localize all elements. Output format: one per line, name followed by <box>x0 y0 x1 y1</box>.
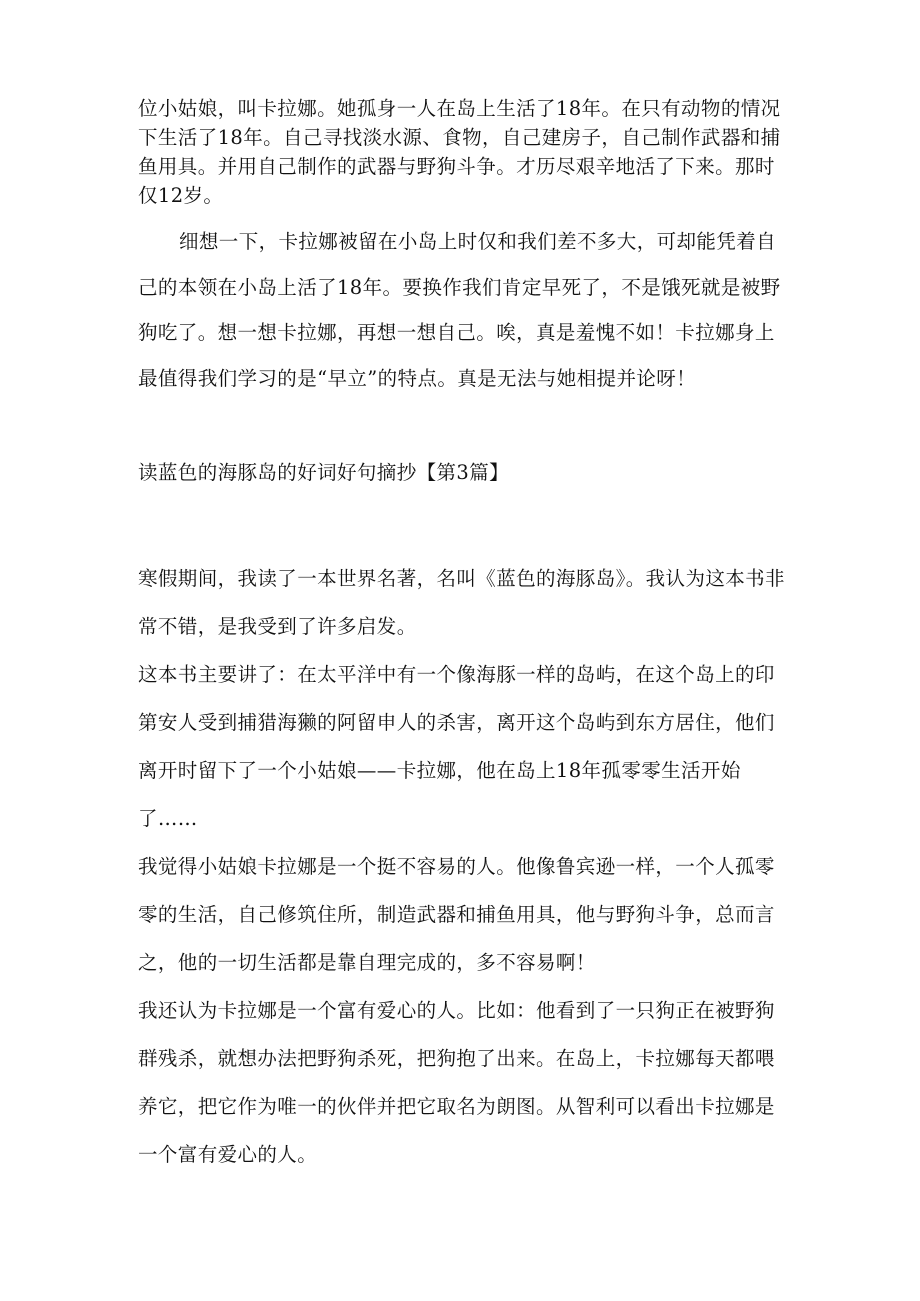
paragraph-intro: 寒假期间，我读了一本世界名著，名叫《蓝色的海豚岛》。我认为这本书非常不错，是我受到了许多启发。 <box>138 567 785 638</box>
paragraph-continuation: 位小姑娘，叫卡拉娜。她孤身一人在岛上生活了18年。在只有动物的情况下生活了18年。自己寻找淡水源、食物，自己建房子，自己制作武器和捕鱼用具。并用自己制作的武器与野狗斗争。才历尽艰辛地活了下来。那时仅12岁。 <box>138 97 781 207</box>
paragraph-reflection: 细想一下，卡拉娜被留在小岛上时仅和我们差不多大，可却能凭着自己的本领在小岛上活了18年。要换作我们肯定早死了，不是饿死就是被野狗吃了。想一想卡拉娜，再想一想自己。唉，真是羞愧不如！卡拉娜身上最值得我们学习的是“早立”的特点。真是无法与她相提并论呀！ <box>138 230 781 390</box>
section-body <box>138 555 786 1179</box>
paragraph-kindness: 我还认为卡拉娜是一个富有爱心的人。比如：他看到了一只狗正在被野狗群残杀，就想办法把野狗杀死，把狗抱了出来。在岛上，卡拉娜每天都喂养它，把它作为唯一的伙伴并把它取名为朗图。从智利可以看出卡拉娜是一个富有爱心的人。 <box>138 999 775 1166</box>
paragraph-perseverance: 我觉得小姑娘卡拉娜是一个挺不容易的人。他像鲁宾逊一样，一个人孤零零的生活，自己修筑住所，制造武器和捕鱼用具，他与野狗斗争，总而言之，他的一切生活都是靠自理完成的，多不容易啊！ <box>138 855 775 974</box>
paragraph-summary: 这本书主要讲了：在太平洋中有一个像海豚一样的岛屿，在这个岛上的印第安人受到捕猎海獭的阿留申人的杀害，离开这个岛屿到东方居住，他们离开时留下了一个小姑娘——卡拉娜，他在岛上18年孤零零生活开始了…… <box>138 663 775 830</box>
section-heading: 读蓝色的海豚岛的好词好句摘抄【第3篇】 <box>138 461 510 484</box>
